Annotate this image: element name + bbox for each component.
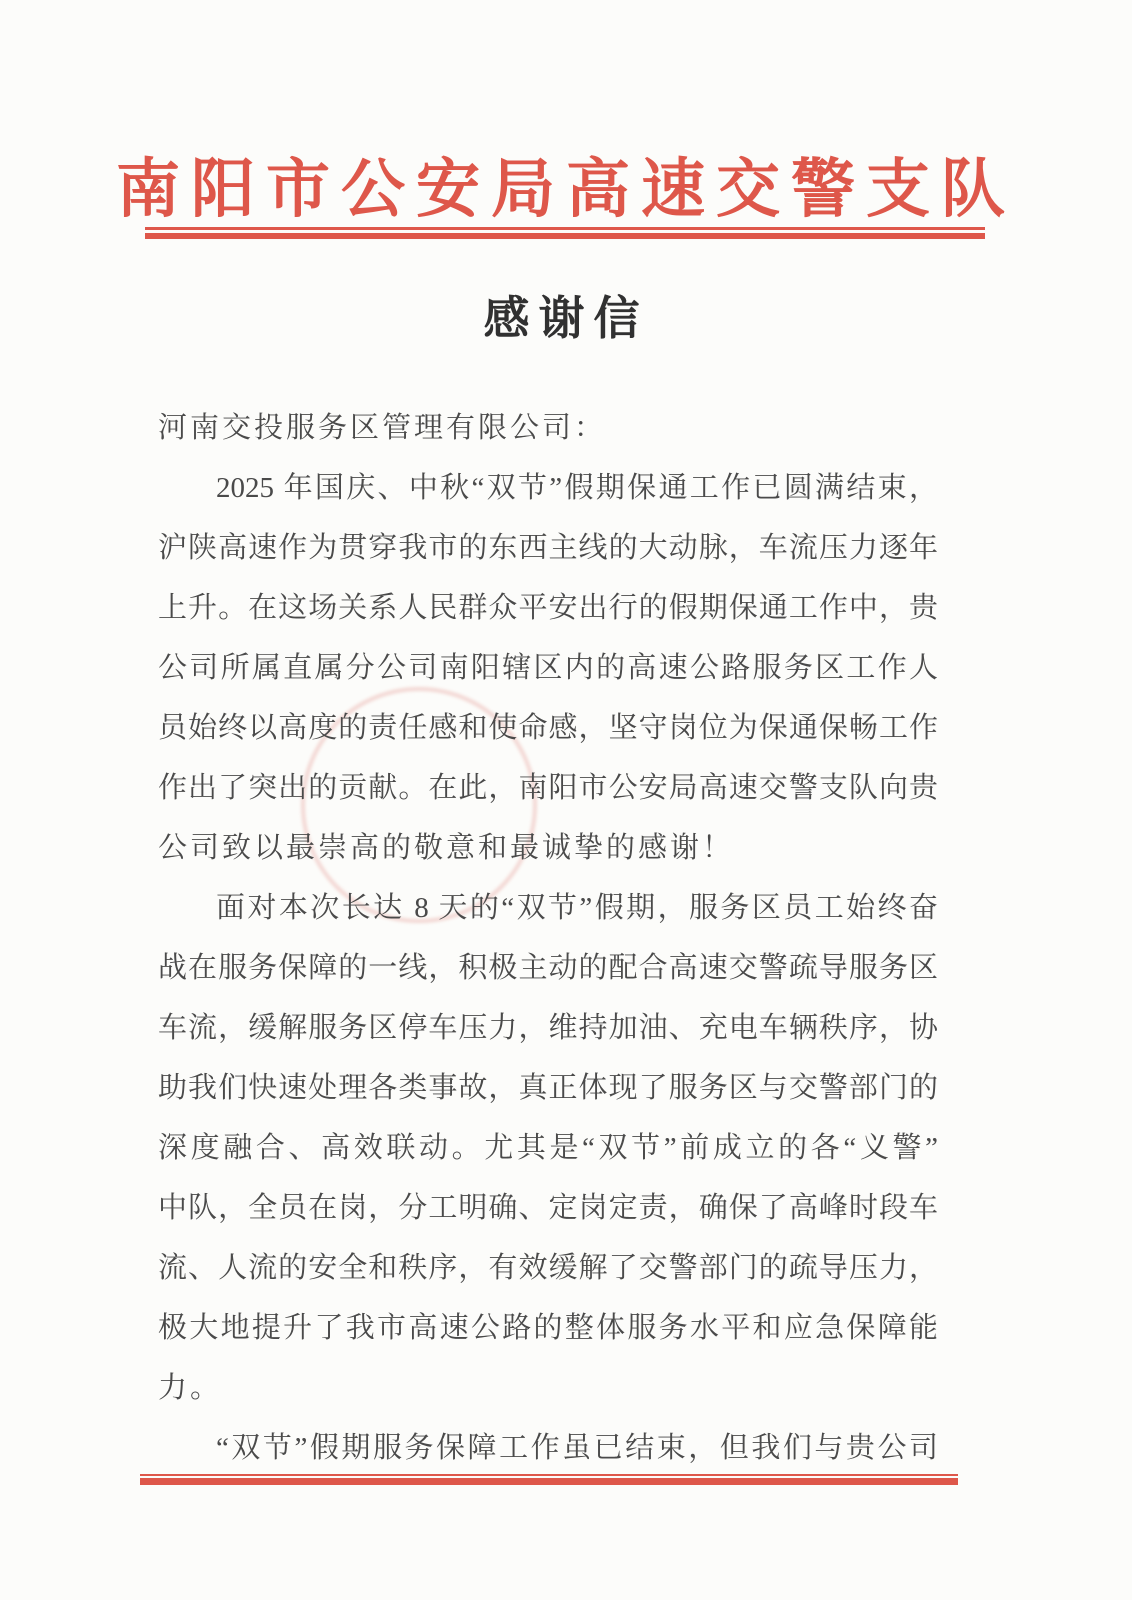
body-line: 力。	[158, 1372, 223, 1404]
body-line: 河南交投服务区管理有限公司：	[158, 412, 607, 444]
body-line: 流、人流的安全和秩序，有效缓解了交警部门的疏导压力，	[158, 1252, 938, 1284]
footer-divider-thick-line	[140, 1478, 958, 1485]
body-line: 面对本次长达 8 天的“双节”假期，服务区员工始终奋	[216, 892, 938, 924]
letterhead-divider-thick-line	[145, 233, 985, 239]
document-title: 感谢信	[483, 293, 649, 344]
body-line: 助我们快速处理各类事故，真正体现了服务区与交警部门的	[158, 1072, 938, 1104]
body-line: 深度融合、高效联动。尤其是“双节”前成立的各“义警”	[158, 1132, 938, 1164]
body-line: 公司所属直属分公司南阳辖区内的高速公路服务区工作人	[158, 652, 938, 684]
body-line: 上升。在这场关系人民群众平安出行的假期保通工作中，贵	[158, 592, 938, 624]
footer-divider	[140, 1474, 958, 1485]
body-line: 员始终以高度的责任感和使命感，坚守岗位为保通保畅工作	[158, 712, 938, 744]
footer-divider-thin-line	[140, 1474, 958, 1476]
body-line: 作出了突出的贡献。在此，南阳市公安局高速交警支队向贵	[158, 772, 938, 804]
letter-body	[158, 398, 938, 1478]
body-line: 2025 年国庆、中秋“双节”假期保通工作已圆满结束，	[216, 472, 938, 504]
body-line: 极大地提升了我市高速公路的整体服务水平和应急保障能	[158, 1312, 938, 1344]
letterhead-org-title: 南阳市公安局高速交警支队	[116, 154, 1016, 225]
body-line: 沪陕高速作为贯穿我市的东西主线的大动脉，车流压力逐年	[158, 532, 938, 564]
body-line: 中队，全员在岗，分工明确、定岗定责，确保了高峰时段车	[158, 1192, 938, 1224]
body-line: 公司致以最崇高的敬意和最诚挚的感谢！	[158, 832, 735, 864]
letterhead-divider-thin-line	[145, 227, 985, 230]
body-line: 战在服务保障的一线，积极主动的配合高速交警疏导服务区	[158, 952, 938, 984]
letterhead-divider	[145, 227, 985, 239]
body-line: “双节”假期服务保障工作虽已结束，但我们与贵公司	[216, 1432, 938, 1464]
body-line: 车流，缓解服务区停车压力，维持加油、充电车辆秩序，协	[158, 1012, 938, 1044]
